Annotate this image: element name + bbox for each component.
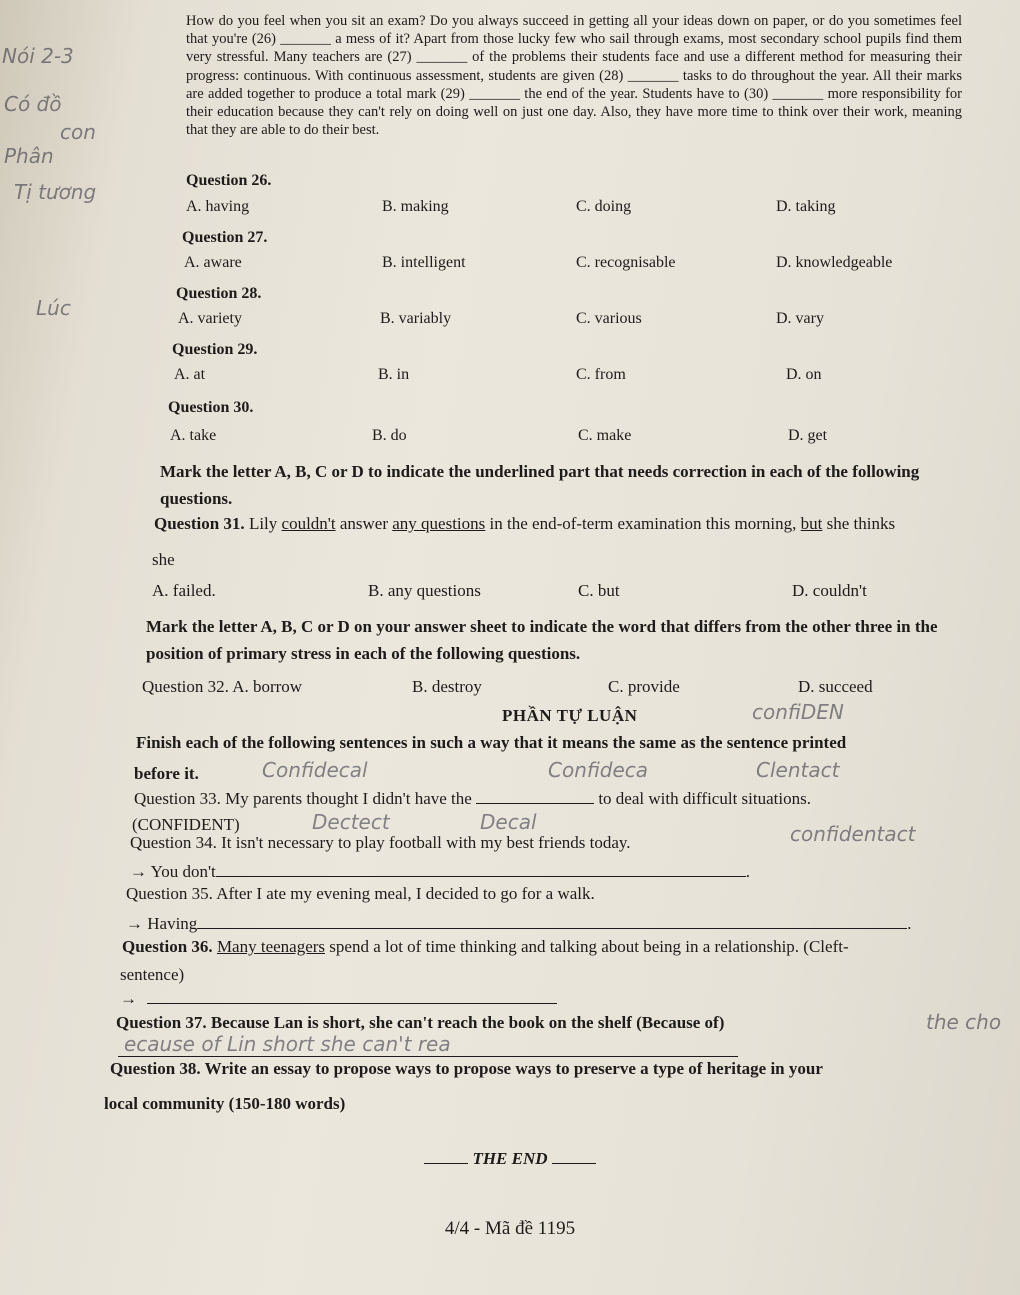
q31-underlined-a: couldn't [281,514,336,533]
passage-text: How do you feel when you sit an exam? Do you always succeed in getting all your ideas down on paper, or do you sometimes feel that you're (26) _______ a mess of it? Apart from those lucky few who sail through exams, most secondary school pupils find them very stressful. Many teachers are (27) _______ of the problems their students face and use a different method for measuring their progress: continuous. With continuous assessment, students are given (28) _______ tasks to do throughout the year. All their marks are added together to produce a total mark (29) _______ the end of the year. Students have to (30) _______ more responsibility for their education because they can't rely on doing well on just one day. Also, they have more time to think over their work, meaning that they are able to do their best. [186,13,962,139]
handwriting-note: Confideca [548,758,649,782]
q34-end: . [745,862,750,881]
q34-blank[interactable] [216,876,746,877]
handwriting-note: Dectect [312,810,390,834]
divider-right [552,1163,596,1164]
handwriting-note: Decal [480,810,537,834]
answer-option[interactable]: D. on [786,366,822,383]
essay-section-heading: PHẦN TỰ LUẬN [502,706,638,725]
q35-answer-line [126,914,912,934]
handwriting-note: Clentact [756,758,840,782]
q32-option-b: B. destroy [412,677,482,696]
q31-underlined-c: but [800,514,823,533]
q35-prompt: → Having [126,914,198,933]
answer-option[interactable]: D. vary [776,310,824,327]
q33-blank[interactable] [476,803,594,804]
handwriting-note: Nói 2-3 [2,44,74,68]
question-title: Question 26. [186,172,272,189]
answer-option[interactable]: D. knowledgeable [776,254,893,271]
question-35: Question 35. After I ate my evening meal, I decided to go for a walk. [126,884,595,903]
q31-text-post: she thinks [826,514,896,533]
page-code: 4/4 - Mã đề 1195 [444,1218,576,1239]
q32-option-d: D. succeed [798,677,873,696]
answer-option[interactable]: A. variety [178,310,242,327]
q31-underlined-b: any questions [392,514,486,533]
the-end-marker [0,1149,1020,1169]
answer-option[interactable]: D. get [788,427,828,444]
section-error-instruction: Mark the letter A, B, C or D to indicate the underlined part that needs correction in each of the following questions. [160,462,920,508]
q37-answer-line[interactable] [118,1056,738,1057]
q33-text-b: to deal with difficult situations. [598,789,811,808]
q34-prompt: → You don't [130,862,216,881]
question-title: Question 28. [176,285,262,302]
answer-option[interactable]: D. taking [776,198,836,215]
answer-option[interactable]: A. having [186,198,250,215]
section-stress-instruction: Mark the letter A, B, C or D on your answer sheet to indicate the word that differs from the other three in the position of primary stress in each of the following questions. [146,617,938,663]
question-title: Question 29. [172,341,258,358]
arrow-icon: → [120,989,137,1008]
answer-option[interactable]: C. recognisable [576,254,676,271]
handwriting-note: ecause of Lin short she can't rea [124,1032,451,1056]
q31-option-a: A. failed. [152,581,216,600]
finish-instruction-line2: before it. [134,764,199,783]
question-32: Question 32. A. borrow [142,677,303,696]
handwriting-note: the cho [926,1010,1002,1034]
q36-answer-line [120,989,557,1009]
q33-keyword: (CONFIDENT) [132,815,240,834]
handwriting-note: Có đồ [4,92,62,116]
handwriting-note: Lúc [36,296,71,320]
answer-option[interactable]: C. from [576,366,626,383]
q31-option-d: D. couldn't [792,581,867,600]
question-34: Question 34. It isn't necessary to play football with my best friends today. [130,833,631,852]
divider-left [424,1163,468,1164]
answer-option[interactable]: A. at [174,366,206,383]
q31-option-c: C. but [578,581,620,600]
handwriting-note: con [60,120,96,144]
q36-text: spend a lot of time thinking and talking about being in a relationship. (Cleft- [329,937,849,956]
reading-passage [186,12,962,139]
q36-blank[interactable] [147,1003,557,1004]
q33-text-a: Question 33. My parents thought I didn't have the [134,789,472,808]
handwriting-note: Confidecal [262,758,368,782]
question-38-continuation: local community (150-180 words) [104,1094,346,1113]
handwriting-note: Tị tương [14,180,97,204]
q36-underlined: Many teenagers [216,937,326,956]
question-36 [122,937,849,957]
question-36-label: Question 36. [122,937,213,956]
handwriting-note: confiDEN [752,700,844,724]
question-title: Question 27. [182,229,268,246]
answer-option[interactable]: A. aware [184,254,242,271]
question-33 [134,789,811,809]
question-31-label: Question 31. [154,514,245,533]
answer-option[interactable]: C. doing [576,198,632,215]
question-title: Question 30. [168,399,254,416]
question-38: Question 38. Write an essay to propose ways to propose ways to preserve a type of heritage in your [110,1059,823,1078]
q34-answer-line [130,862,750,882]
q35-end: . [907,914,912,933]
q31-text-mid2: in the end-of-term examination this morning, [489,514,797,533]
q32-option-c: C. provide [608,677,680,696]
q31-option-b: B. any questions [368,581,481,600]
answer-option[interactable]: C. make [578,427,632,444]
handwriting-note: Phân [4,144,54,168]
q35-blank[interactable] [197,928,907,929]
q31-continuation: she [152,550,175,569]
finish-instruction-line1: Finish each of the following sentences in such a way that it means the same as the sentence printed [136,733,847,752]
answer-option[interactable]: B. variably [380,310,452,327]
answer-option[interactable]: C. various [576,310,642,327]
q31-text-mid: answer [339,514,388,533]
question-37: Question 37. Because Lan is short, she can't reach the book on the shelf (Because of) [116,1013,725,1032]
answer-option[interactable]: B. intelligent [382,254,466,271]
q31-text-pre: Lily [248,514,278,533]
handwriting-note: confidentact [790,822,916,846]
question-31 [154,514,895,534]
answer-option[interactable]: B. making [382,198,449,215]
answer-option[interactable]: B. do [372,427,407,444]
answer-option[interactable]: B. in [378,366,410,383]
the-end-text: THE END [472,1149,548,1168]
answer-option[interactable]: A. take [170,427,217,444]
q36-continuation: sentence) [120,965,185,984]
